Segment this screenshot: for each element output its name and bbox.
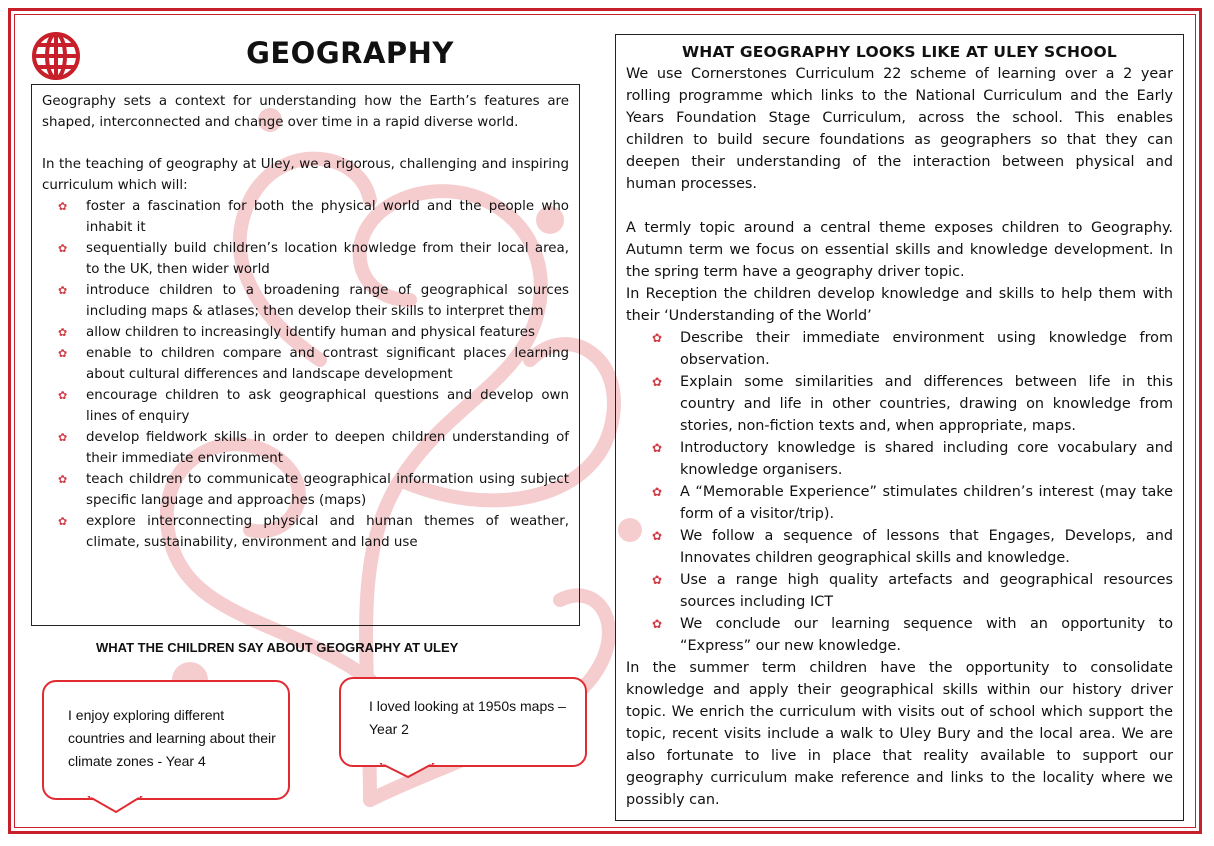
globe-icon	[30, 30, 82, 82]
flower-bullet-icon: ✿	[652, 617, 663, 631]
list-item: ✿ develop fieldwork skills in order to deepen children understanding of their immediate environment	[86, 427, 569, 469]
termly-topic-paragraph: A termly topic around a central theme exposes children to Geography. Autumn term we focus on essential skills and knowledge development. In the spring term have a geography driver topic.	[626, 220, 1173, 280]
flower-bullet-icon: ✿	[58, 473, 68, 486]
flower-bullet-icon: ✿	[652, 331, 663, 345]
list-item: ✿ Introductory knowledge is shared including core vocabulary and knowledge organisers.	[680, 437, 1173, 481]
list-item: ✿ enable to children compare and contrast significant places learning about cultural differences and landscape development	[86, 343, 569, 385]
quote-text-2: I loved looking at 1950s maps – Year 2	[369, 698, 566, 737]
list-item: ✿ sequentially build children’s location knowledge from their local area, to the UK, then wider world	[86, 238, 569, 280]
children-say-heading: WHAT THE CHILDREN SAY ABOUT GEOGRAPHY AT ULEY	[96, 640, 459, 655]
flower-bullet-icon: ✿	[652, 441, 663, 455]
flower-bullet-icon: ✿	[58, 284, 68, 297]
flower-bullet-icon: ✿	[58, 326, 68, 339]
quote-text-1: I enjoy exploring different countries and learning about their climate zones - Year 4	[68, 707, 276, 769]
list-item: ✿ foster a fascination for both the physical world and the people who inhabit it	[86, 196, 569, 238]
page-title: GEOGRAPHY	[246, 36, 454, 70]
flower-bullet-icon: ✿	[58, 200, 68, 213]
flower-bullet-icon: ✿	[652, 529, 663, 543]
list-item: ✿ teach children to communicate geographical information using subject specific language and approaches (maps)	[86, 469, 569, 511]
speech-bubble-tail-icon	[86, 796, 146, 814]
flower-bullet-icon: ✿	[58, 347, 68, 360]
geography-intro-box	[31, 84, 580, 626]
speech-bubble-quote-1	[42, 680, 290, 800]
list-item: ✿ allow children to increasingly identify human and physical features	[86, 322, 569, 343]
flower-bullet-icon: ✿	[652, 573, 663, 587]
flower-bullet-icon: ✿	[58, 242, 68, 255]
list-item: ✿ A “Memorable Experience” stimulates children’s interest (may take form of a visitor/trip).	[680, 481, 1173, 525]
reception-list	[626, 327, 1173, 657]
flower-bullet-icon: ✿	[58, 431, 68, 444]
summer-term-paragraph: In the summer term children have the opportunity to consolidate knowledge and apply their geographical skills within our history driver topic. We enrich the curriculum with visits out of school which support the topic, recent visits include a walk to Uley Bury and the local area. We are also fortunate to live in place that reality available to support our geography curriculum make reference and links to the locality where we possibly can.	[626, 660, 1173, 808]
speech-bubble-quote-2	[339, 677, 587, 767]
reception-paragraph: In Reception the children develop knowledge and skills to help them with their ‘Understanding of the World’	[626, 286, 1173, 324]
list-item: ✿ explore interconnecting physical and human themes of weather, climate, sustainability, environment and land use	[86, 511, 569, 553]
intro-paragraph: Geography sets a context for understanding how the Earth’s features are shaped, interconnected and change over time in a rapid diverse world.	[42, 94, 569, 130]
list-item: ✿ encourage children to ask geographical questions and develop own lines of enquiry	[86, 385, 569, 427]
speech-bubble-tail-icon	[378, 763, 438, 779]
list-item: ✿ Use a range high quality artefacts and geographical resources sources including ICT	[680, 569, 1173, 613]
flower-bullet-icon: ✿	[652, 485, 663, 499]
teaching-paragraph: In the teaching of geography at Uley, we a rigorous, challenging and inspiring curriculum which will:	[42, 157, 569, 193]
right-heading: WHAT GEOGRAPHY LOOKS LIKE AT ULEY SCHOOL	[682, 43, 1117, 61]
curriculum-aims-list	[42, 196, 569, 553]
curriculum-paragraph: We use Cornerstones Curriculum 22 scheme of learning over a 2 year rolling programme which links to the National Curriculum and the Early Years Foundation Stage Curriculum, across the school. This enables children to build secure foundations as geographers so that they can deepen their understanding of the interaction between physical and human processes.	[626, 66, 1173, 192]
flower-bullet-icon: ✿	[58, 515, 68, 528]
flower-bullet-icon: ✿	[58, 389, 68, 402]
list-item: ✿ introduce children to a broadening range of geographical sources including maps & atlases; then develop their skills to interpret them	[86, 280, 569, 322]
list-item: ✿ We conclude our learning sequence with an opportunity to “Express” our new knowledge.	[680, 613, 1173, 657]
list-item: ✿ We follow a sequence of lessons that Engages, Develops, and Innovates children geographical skills and knowledge.	[680, 525, 1173, 569]
list-item: ✿ Describe their immediate environment using knowledge from observation.	[680, 327, 1173, 371]
list-item: ✿ Explain some similarities and differences between life in this country and life in other countries, drawing on knowledge from stories, non-fiction texts and, when appropriate, maps.	[680, 371, 1173, 437]
uley-geography-box	[615, 34, 1184, 821]
flower-bullet-icon: ✿	[652, 375, 663, 389]
